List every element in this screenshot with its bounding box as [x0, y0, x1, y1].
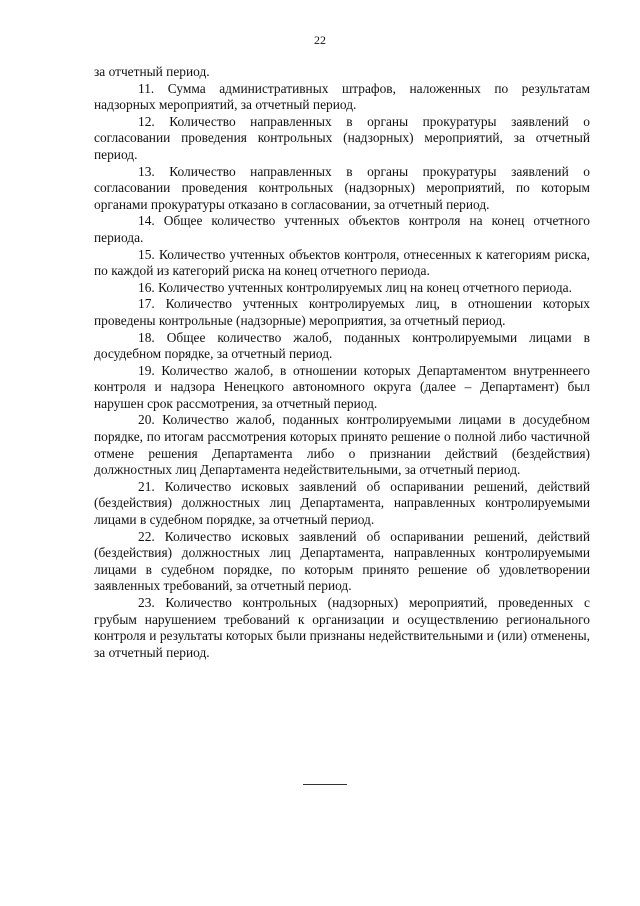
list-item-23: 23. Количество контрольных (надзорных) мероприятий, проведенных с грубым нарушением требований к организации и осуществлению регионального контроля и результаты которых были признаны недействительными и (или) отменены, за отчетный период. [94, 595, 590, 660]
list-item-20: 20. Количество жалоб, поданных контролируемыми лицами в досудебном порядке, по итогам рассмотрения которых принято решение о полной либо частичной отмене решения Департамента либо о признании действий (бездействия) должностных лиц Департамента недействительными, за отчетный период. [94, 412, 590, 478]
page-number: 22 [314, 33, 326, 47]
list-item-17: 17. Количество учтенных контролируемых лиц, в отношении которых проведены контрольные (надзорные) мероприятия, за отчетный период. [94, 296, 590, 328]
list-item-12: 12. Количество направленных в органы прокуратуры заявлений о согласовании проведения контрольных (надзорных) мероприятий, за отчетный период. [94, 113, 590, 162]
document-body [94, 64, 590, 661]
list-item-14: 14. Общее количество учтенных объектов контроля на конец отчетного периода. [94, 213, 590, 245]
list-item-15: 15. Количество учтенных объектов контроля, отнесенных к категориям риска, по каждой из категорий риска на конец отчетного периода. [94, 246, 590, 279]
list-item-16: 16. Количество учтенных контролируемых лиц на конец отчетного периода. [138, 279, 572, 295]
list-item-21: 21. Количество исковых заявлений об оспаривании решений, действий (бездействия) должностных лиц Департамента, направленных контролируемыми лицами в судебном порядке, за отчетный период. [94, 478, 590, 528]
list-item-13: 13. Количество направленных в органы прокуратуры заявлений о согласовании проведения контрольных (надзорных) мероприятий, по которым органами прокуратуры отказано в согласовании, за отчетный период. [94, 163, 590, 212]
list-item-19: 19. Количество жалоб, в отношении которых Департаментом внутреннеего контроля и надзора Ненецкого автономного округа (далее – Департамент) был нарушен срок рассмотрения, за отчетный период. [94, 362, 590, 411]
continuation-line: за отчетный период. [94, 64, 210, 79]
list-item-18: 18. Общее количество жалоб, поданных контролируемыми лицами в досудебном порядке, за отчетный период. [94, 329, 590, 362]
list-item-22: 22. Количество исковых заявлений об оспаривании решений, действий (бездействия) должностных лиц Департамента, направленных контролируемыми лицами в судебном порядке, по которым принято решение об удовлетворении заявленных требований, за отчетный период. [94, 528, 590, 594]
list-item-11: 11. Сумма административных штрафов, наложенных по результатам надзорных мероприятий, за отчетный период. [94, 80, 590, 113]
end-divider [303, 784, 347, 785]
